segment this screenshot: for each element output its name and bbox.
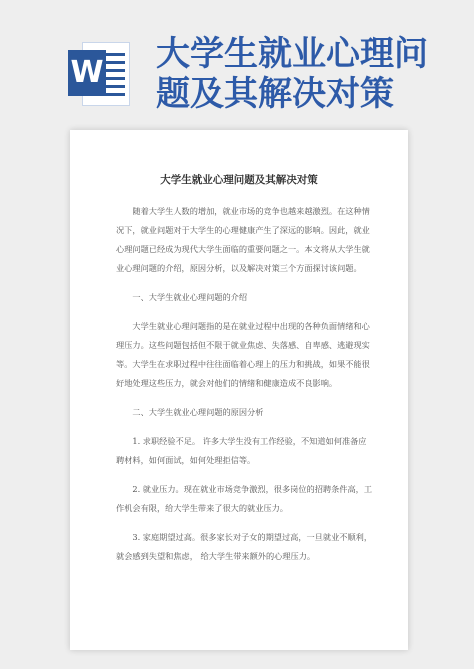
- section-introduction-paragraph: 大学生就业心理问题指的是在就业过程中出现的各种负面情绪和心理压力。这些问题包括但不限于就业焦虑、失落感、自卑感、逃避现实等。大学生在求职过程中往往面临着心理上的压力和挑战，如果不能很好地处理这些压力，就会对他们的情绪和健康造成不良影响。: [116, 321, 370, 388]
- cause-item-3: 3. 家庭期望过高。很多家长对子女的期望过高，一旦就业不顺利，就会感到失望和焦虑， 给大学生带来额外的心理压力。: [116, 532, 373, 561]
- header-banner: [0, 0, 474, 150]
- intro-paragraph: 随着大学生人数的增加，就业市场的竞争也越来越激烈。在这种情况下，就业问题对于大学生的心理健康产生了深远的影响。因此，就业心理问题已经成为现代大学生面临的重要问题之一。本文将从大学生就业心理问题的介绍，原因分析，以及解决对策三个方面探讨该问题。: [116, 206, 370, 273]
- document-title: 大学生就业心理问题及其解决对策: [160, 174, 318, 186]
- word-letter-logo: W: [68, 50, 106, 96]
- document-body: [116, 202, 374, 576]
- section-heading-introduction: 一、大学生就业心理问题的介绍: [132, 292, 248, 302]
- cause-item-1: 1. 求职经验不足。 许多大学生没有工作经验，不知道如何准备应聘材料，如何面试，如何处理拒信等。: [116, 436, 367, 465]
- document-page: [70, 130, 408, 650]
- banner-title: 大学生就业心理问题及其解决对策: [156, 34, 428, 114]
- section-heading-causes: 二、大学生就业心理问题的原因分析: [132, 407, 264, 417]
- cause-item-2: 2. 就业压力。现在就业市场竞争激烈，很多岗位的招聘条件高，工作机会有限，给大学生带来了很大的就业压力。: [116, 484, 373, 513]
- word-document-icon: [68, 42, 130, 106]
